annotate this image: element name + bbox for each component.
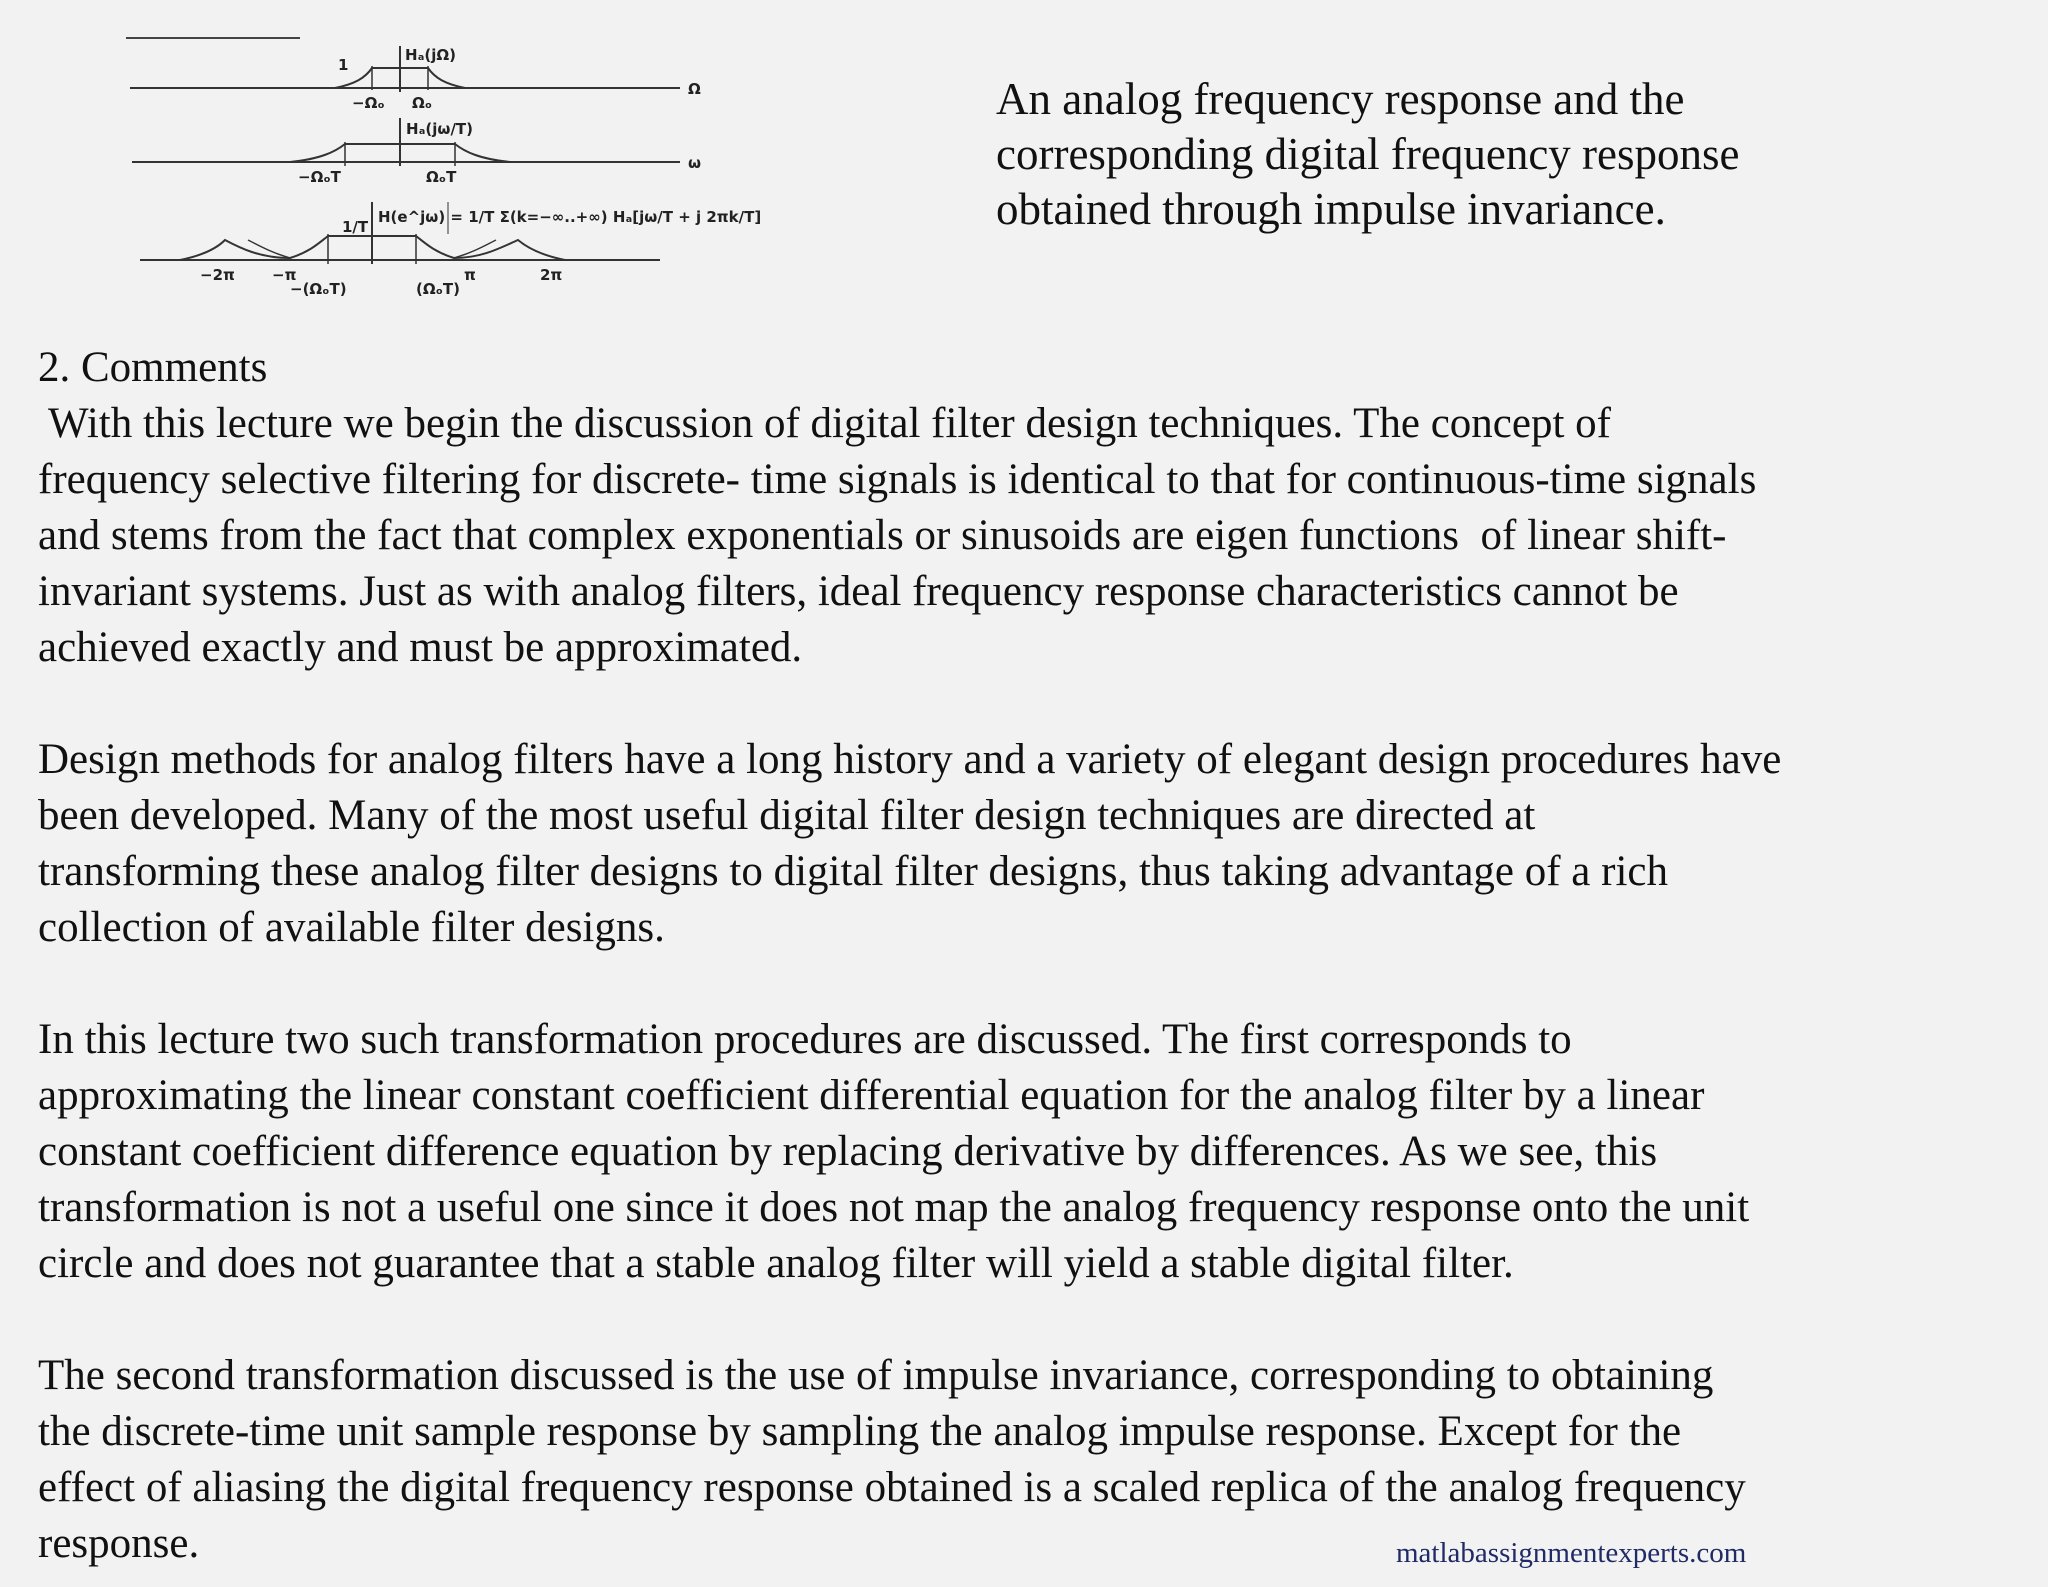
paragraph-intro bbox=[38, 396, 2038, 676]
frequency-response-diagram bbox=[120, 26, 820, 296]
paragraph-line: effect of aliasing the digital frequency response obtained is a scaled replica of the analog frequency bbox=[38, 1464, 1746, 1511]
caption-line: An analog frequency response and the bbox=[996, 74, 1685, 124]
frequency-response-figure bbox=[120, 26, 820, 296]
plot-scaled-response bbox=[132, 118, 701, 186]
plot2-axis-label: ω bbox=[688, 154, 702, 172]
plot-digital-response bbox=[140, 202, 761, 296]
paragraph-line: and stems from the fact that complex exponentials or sinusoids are eigen functions of linear shift- bbox=[38, 512, 1727, 559]
paragraph-line: transforming these analog filter designs to digital filter designs, thus taking advantage of a rich bbox=[38, 848, 1668, 895]
paragraph-line: invariant systems. Just as with analog filters, ideal frequency response characteristics cannot be bbox=[38, 568, 1679, 615]
plot1-right-cutoff: Ωₒ bbox=[412, 94, 433, 112]
plot1-axis-label: Ω bbox=[688, 80, 701, 98]
paragraph-line: the discrete-time unit sample response by sampling the analog impulse response. Except for the bbox=[38, 1408, 1682, 1455]
paragraph-line: transformation is not a useful one since it does not map the analog frequency response onto the unit bbox=[38, 1184, 1750, 1231]
plot1-label: Hₐ(jΩ) bbox=[405, 46, 457, 64]
plot-analog-response bbox=[130, 46, 701, 112]
plot2-left-cutoff: −ΩₒT bbox=[298, 168, 341, 186]
plot2-right-cutoff: ΩₒT bbox=[426, 168, 457, 186]
caption-line: corresponding digital frequency response bbox=[996, 129, 1740, 179]
plot1-level: 1 bbox=[338, 56, 349, 74]
paragraph-line: In this lecture two such transformation procedures are discussed. The first corresponds to bbox=[38, 1016, 1572, 1063]
paragraph-line: collection of available filter designs. bbox=[38, 904, 665, 951]
plot3-formula: H(e^jω) = 1/T Σ(k=−∞..+∞) Hₐ[jω/T + j 2πk/T] bbox=[378, 208, 762, 226]
paragraph-line: achieved exactly and must be approximated. bbox=[38, 624, 803, 671]
comments-section bbox=[38, 340, 2038, 1572]
caption-line: obtained through impulse invariance. bbox=[996, 184, 1666, 234]
plot3-right-cutoff: (ΩₒT) bbox=[416, 280, 461, 296]
paragraph-line: frequency selective filtering for discrete- time signals is identical to that for continuous-time signals bbox=[38, 456, 1757, 503]
paragraph-line: With this lecture we begin the discussion of digital filter design techniques. The concept of bbox=[38, 400, 1611, 447]
section-heading: 2. Comments bbox=[38, 344, 268, 391]
plot3-tick-neg-2pi: −2π bbox=[200, 266, 235, 284]
paragraph-line: approximating the linear constant coefficient differential equation for the analog filter by a linear bbox=[38, 1072, 1705, 1119]
figure-caption bbox=[996, 72, 1996, 237]
plot3-tick-pi: π bbox=[464, 266, 476, 284]
source-watermark: matlabassignmentexperts.com bbox=[1396, 1537, 1747, 1569]
paragraph-first-transformation bbox=[38, 1012, 2038, 1292]
plot3-tick-neg-pi: −π bbox=[272, 266, 297, 284]
plot3-level: 1/T bbox=[342, 218, 369, 236]
paragraph-line: constant coefficient difference equation by replacing derivative by differences. As we see, this bbox=[38, 1128, 1658, 1175]
paragraph-design-methods bbox=[38, 732, 2038, 956]
plot3-left-cutoff: −(ΩₒT) bbox=[290, 280, 347, 296]
paragraph-line: response. bbox=[38, 1520, 200, 1567]
paragraph-line: been developed. Many of the most useful digital filter design techniques are directed at bbox=[38, 792, 1536, 839]
paragraph-line: The second transformation discussed is the use of impulse invariance, corresponding to obtaining bbox=[38, 1352, 1714, 1399]
paragraph-line: Design methods for analog filters have a long history and a variety of elegant design procedures have bbox=[38, 736, 1782, 783]
plot2-label: Hₐ(jω/T) bbox=[406, 120, 474, 138]
plot1-left-cutoff: −Ωₒ bbox=[352, 94, 385, 112]
plot3-tick-2pi: 2π bbox=[540, 266, 563, 284]
paragraph-line: circle and does not guarantee that a stable analog filter will yield a stable digital filter. bbox=[38, 1240, 1514, 1287]
